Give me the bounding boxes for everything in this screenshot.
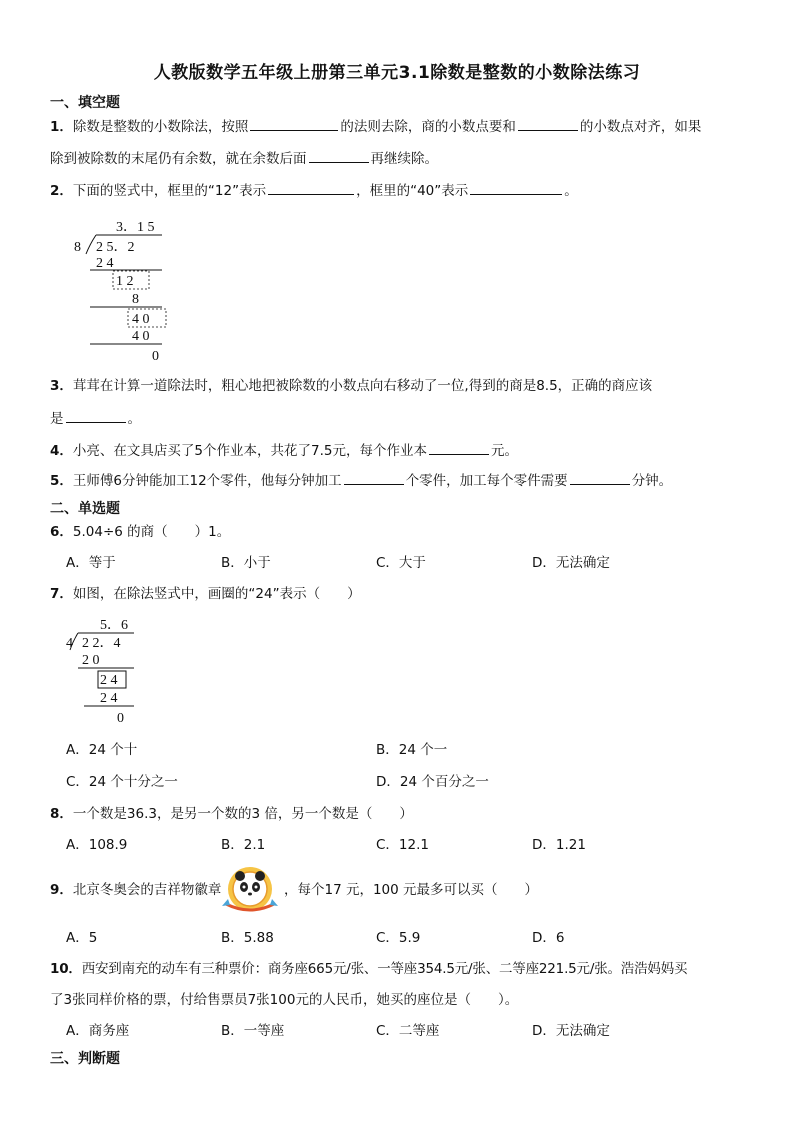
division-boxed-40: 4 0	[132, 312, 150, 327]
long-division-diagram-q7	[62, 614, 152, 730]
answer-blank[interactable]	[344, 470, 404, 485]
panda-nose	[248, 893, 252, 896]
option-b[interactable]: B．2.1	[221, 837, 266, 853]
division-remainder: 0	[117, 711, 124, 726]
question-text: 王师傅6分钟能加工12个零件，他每分钟加工	[72, 473, 342, 489]
question-text: 5.04÷6 的商（ ）1。	[72, 524, 231, 540]
option-b[interactable]: B．小于	[221, 555, 271, 571]
answer-blank[interactable]	[470, 180, 562, 195]
option-a[interactable]: A．等于	[66, 555, 116, 571]
option-c[interactable]: C．二等座	[376, 1023, 440, 1039]
division-step-product: 4 0	[132, 329, 150, 344]
answer-blank[interactable]	[250, 116, 338, 131]
question-number: 6．	[50, 524, 73, 540]
long-division-diagram-q2	[70, 214, 180, 366]
option-c[interactable]: C．24 个十分之一	[66, 774, 178, 790]
question-8-line	[50, 804, 413, 824]
division-step-product: 2 4	[100, 691, 118, 706]
option-d[interactable]: D．6	[532, 930, 565, 946]
question-text: 个零件，加工每个零件需要	[405, 473, 568, 489]
answer-blank[interactable]	[429, 440, 489, 455]
option-d[interactable]: D．1.21	[532, 837, 586, 853]
question-number: 7．	[50, 586, 73, 602]
division-remainder: 0	[152, 349, 159, 364]
division-dividend: 2 5．2	[96, 240, 135, 255]
panda-eye-left-shine	[243, 886, 246, 889]
question-number: 4．	[50, 443, 73, 459]
question-text: 分钟。	[631, 473, 673, 489]
panda-ear-right	[255, 871, 265, 881]
question-2-line	[50, 180, 578, 201]
division-step-product: 2 0	[82, 653, 100, 668]
page-title: 人教版数学五年级上册第三单元3.1除数是整数的小数除法练习	[153, 63, 641, 83]
question-text: 如图，在除法竖式中，画圈的“24”表示（ ）	[72, 586, 361, 602]
division-quotient: 3．1 5	[116, 220, 155, 235]
question-text: 除到被除数的末尾仍有余数，就在余数后面	[50, 151, 307, 167]
option-d[interactable]: D．无法确定	[532, 555, 610, 571]
question-10-line-1	[50, 959, 687, 979]
answer-blank[interactable]	[268, 180, 354, 195]
answer-blank[interactable]	[66, 408, 126, 423]
option-a[interactable]: A．24 个十	[66, 742, 138, 758]
option-a[interactable]: A．5	[66, 930, 98, 946]
division-step-product: 2 4	[96, 256, 114, 271]
question-text: 北京冬奥会的吉祥物徽章	[72, 882, 222, 898]
division-bracket-curve	[86, 235, 96, 254]
question-3-line-2	[50, 408, 141, 429]
question-number: 1．	[50, 119, 73, 135]
answer-blank[interactable]	[309, 148, 369, 163]
section-heading-single-choice: 二、单选题	[50, 501, 120, 517]
division-divisor: 4	[66, 636, 73, 651]
option-b[interactable]: B．24 个一	[376, 742, 448, 758]
question-10-line-2	[50, 990, 518, 1010]
section-heading-fill-blank: 一、填空题	[50, 95, 120, 111]
option-b[interactable]: B．5.88	[221, 930, 274, 946]
option-c[interactable]: C．大于	[376, 555, 426, 571]
question-text: 西安到南充的动车有三种票价：商务座665元/张、一等座354.5元/张、二等座221.5元/张。浩浩妈妈买	[81, 961, 688, 977]
division-divisor: 8	[74, 240, 81, 255]
answer-blank[interactable]	[570, 470, 630, 485]
division-quotient: 5．6	[100, 618, 128, 633]
question-text: 。	[127, 411, 141, 427]
question-7-line	[50, 584, 361, 604]
question-4-line	[50, 440, 518, 461]
question-text: 茸茸在计算一道除法时，粗心地把被除数的小数点向右移动了一位,得到的商是8.5，正确的商应该	[72, 378, 653, 394]
question-6-line	[50, 522, 230, 542]
section-heading-true-false: 三、判断题	[50, 1051, 120, 1067]
question-text: 元。	[490, 443, 518, 459]
option-d[interactable]: D．无法确定	[532, 1023, 610, 1039]
panda-ear-left	[235, 871, 245, 881]
panda-mascot-badge-image	[218, 864, 282, 914]
question-number: 9．	[50, 882, 73, 898]
question-number: 3．	[50, 378, 73, 394]
question-text: 了3张同样价格的票，付给售票员7张100元的人民币，她买的座位是（ ）。	[50, 992, 519, 1008]
panda-eye-right-shine	[255, 886, 258, 889]
badge-wing-right	[270, 899, 278, 906]
option-d[interactable]: D．24 个百分之一	[376, 774, 489, 790]
question-text: 的小数点对齐，如果	[579, 119, 702, 135]
option-c[interactable]: C．5.9	[376, 930, 421, 946]
question-9-line-tail	[284, 880, 538, 900]
question-1-line-2	[50, 148, 438, 169]
option-a[interactable]: A．108.9	[66, 837, 128, 853]
division-boxed-12: 1 2	[116, 274, 134, 289]
question-text: ，框里的“40”表示	[356, 183, 469, 199]
question-text: 是	[50, 411, 64, 427]
division-boxed-24: 2 4	[100, 673, 118, 688]
question-3-line-1	[50, 376, 652, 396]
question-9-line	[50, 880, 221, 900]
option-b[interactable]: B．一等座	[221, 1023, 285, 1039]
question-number: 8．	[50, 806, 73, 822]
badge-wing-left	[222, 899, 230, 906]
division-dividend: 2 2．4	[82, 636, 121, 651]
answer-blank[interactable]	[518, 116, 578, 131]
question-number: 5．	[50, 473, 73, 489]
question-text: 除数是整数的小数除法，按照	[72, 119, 249, 135]
option-a[interactable]: A．商务座	[66, 1023, 130, 1039]
question-1-line-1	[50, 116, 701, 137]
division-step-product: 8	[132, 292, 139, 307]
question-text: ，每个17 元，100 元最多可以买（ ）	[284, 882, 539, 898]
question-text: 一个数是36.3，是另一个数的3 倍，另一个数是（ ）	[72, 806, 413, 822]
question-number: 2．	[50, 183, 73, 199]
question-text: 的法则去除，商的小数点要和	[340, 119, 516, 135]
question-text: 小亮、在文具店买了5个作业本，共花了7.5元，每个作业本	[72, 443, 427, 459]
question-number: 10．	[50, 961, 82, 977]
question-text: 。	[564, 183, 578, 199]
question-text: 再继续除。	[370, 151, 438, 167]
question-text: 下面的竖式中，框里的“12”表示	[72, 183, 267, 199]
question-5-line	[50, 470, 672, 491]
option-c[interactable]: C．12.1	[376, 837, 429, 853]
